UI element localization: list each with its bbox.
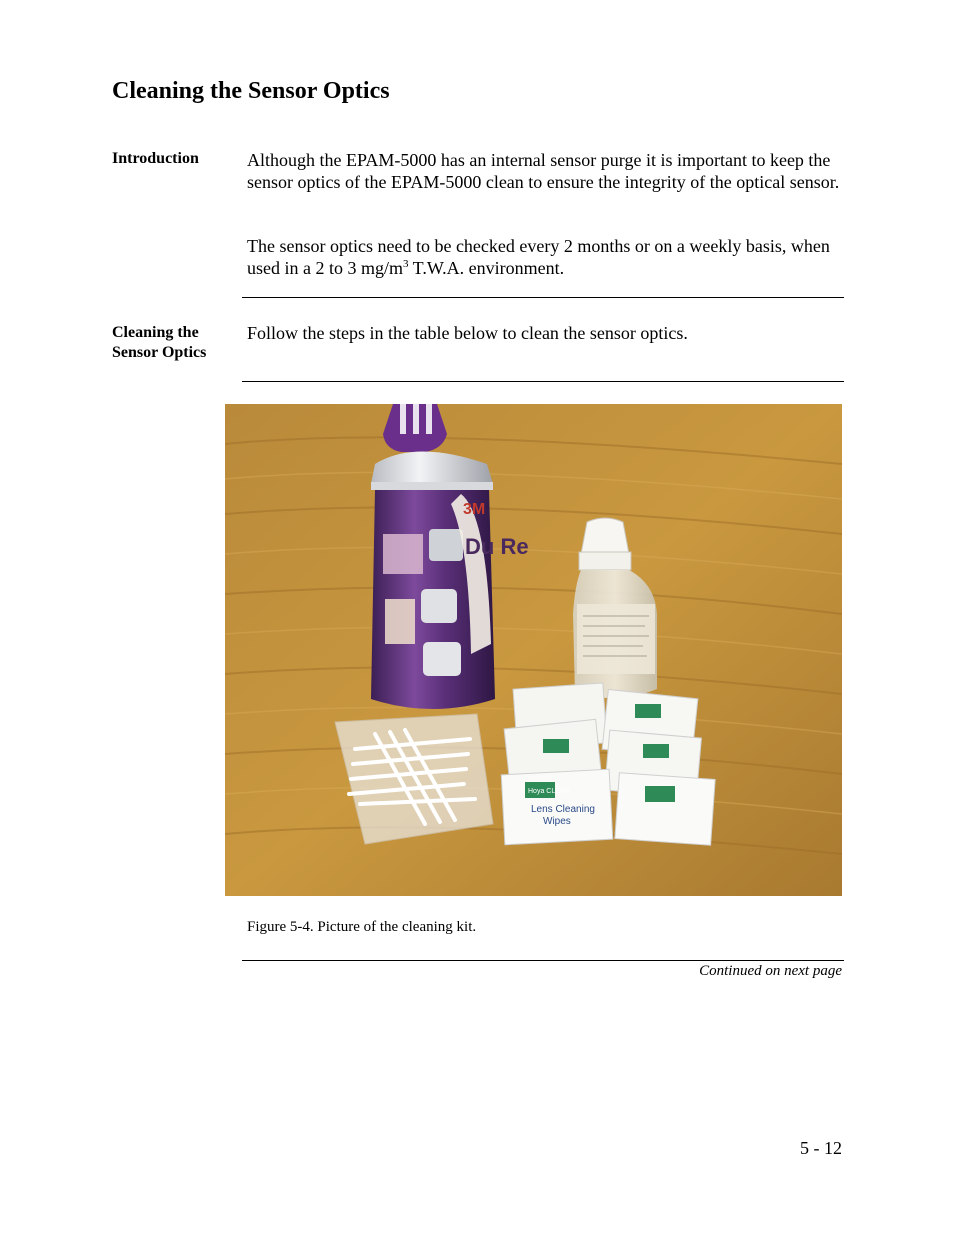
- page-number: 5 - 12: [800, 1138, 842, 1158]
- cleaning-instruction: Follow the steps in the table below to clean the sensor optics.: [247, 323, 688, 343]
- superscript-3: 3: [403, 258, 409, 270]
- introduction-paragraph-1: Although the EPAM-5000 has an internal sensor purge it is important to keep the sensor optics of the EPAM-5000 clean to ensure the integrity of the optical sensor.: [247, 150, 840, 192]
- paragraph-2-main: The sensor optics need to be checked every 2 months or on a weekly basis, when used in a 2 to 3 mg/m: [247, 236, 830, 278]
- can-logo-text: 3M: [463, 501, 486, 518]
- wipe-label-line-1: Lens Cleaning: [531, 804, 595, 815]
- lens-wipes-group: [501, 683, 715, 845]
- introduction-paragraph-2: [247, 235, 847, 279]
- paragraph-2-end: T.W.A. environment.: [408, 258, 565, 278]
- section-divider-2: [242, 381, 844, 382]
- cleaning-label: [112, 323, 232, 363]
- section-divider-1: [242, 297, 844, 298]
- continued-note: Continued on next page: [699, 963, 842, 979]
- cleaning-label-line-2: Sensor Optics: [112, 344, 207, 361]
- can-label-text: Du Re: [465, 534, 529, 559]
- introduction-label: Introduction: [112, 150, 199, 167]
- cleaning-kit-photo: [225, 404, 842, 896]
- section-divider-3: [242, 960, 844, 961]
- figure-caption: Figure 5-4. Picture of the cleaning kit.: [247, 919, 477, 935]
- wipe-label-line-2: Wipes: [543, 816, 571, 827]
- page-title: Cleaning the Sensor Optics: [112, 78, 390, 104]
- cleaning-label-line-1: Cleaning the: [112, 324, 199, 341]
- wipe-brand-text: Hoya CLEAN: [528, 788, 570, 795]
